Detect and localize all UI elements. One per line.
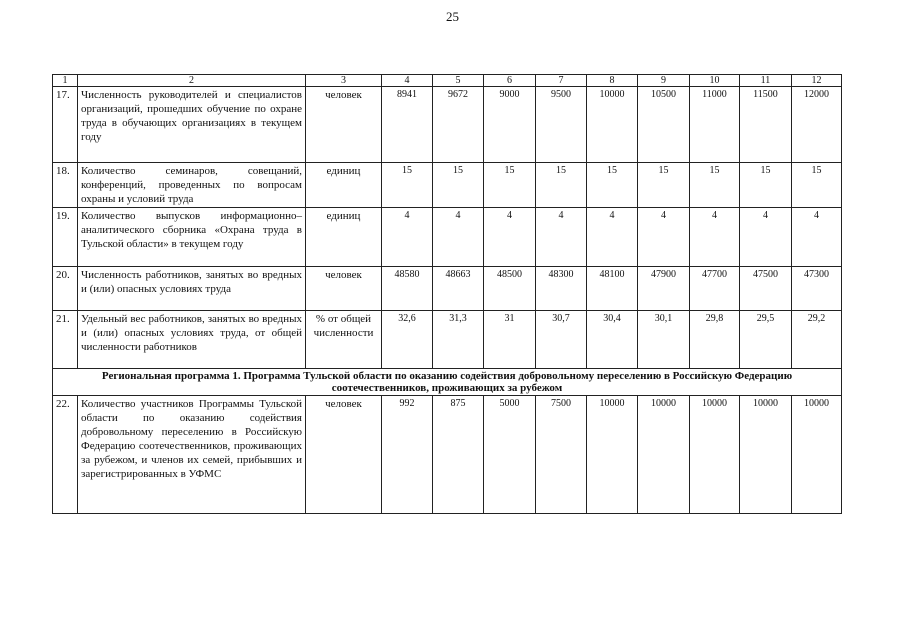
indicator-value: 15 — [484, 163, 536, 208]
indicator-value: 47700 — [690, 267, 740, 311]
unit-of-measure: человек — [306, 396, 382, 514]
indicator-value: 10000 — [690, 396, 740, 514]
section-title: Региональная программа 1. Программа Тульской области по оказанию содействия добровольному переселению в Российскую Федерацию соотечественников, проживающих за рубежом — [53, 369, 842, 396]
indicator-value: 15 — [382, 163, 433, 208]
indicator-value: 29,5 — [740, 311, 792, 369]
indicator-row — [53, 208, 842, 267]
indicator-description: Численность руководителей и специалистов организаций, прошедших обучение по охране труда в обучающих организациях в текущем году — [78, 87, 306, 163]
indicator-value: 10500 — [638, 87, 690, 163]
column-number-cell: 8 — [587, 75, 638, 87]
column-number-cell: 2 — [78, 75, 306, 87]
page-number: 25 — [446, 9, 459, 24]
indicator-value: 30,1 — [638, 311, 690, 369]
indicator-value: 48500 — [484, 267, 536, 311]
indicator-row — [53, 267, 842, 311]
indicator-row — [53, 163, 842, 208]
column-number-cell: 9 — [638, 75, 690, 87]
indicator-row — [53, 396, 842, 514]
indicator-value: 4 — [536, 208, 587, 267]
indicator-value: 29,2 — [792, 311, 842, 369]
indicator-value: 30,7 — [536, 311, 587, 369]
indicator-value: 15 — [740, 163, 792, 208]
column-number-cell: 7 — [536, 75, 587, 87]
indicator-value: 10000 — [587, 87, 638, 163]
indicator-value: 8941 — [382, 87, 433, 163]
row-number: 19. — [53, 208, 78, 267]
indicator-value: 4 — [587, 208, 638, 267]
section-header-row — [53, 369, 842, 396]
indicator-value: 10000 — [740, 396, 792, 514]
indicator-value: 32,6 — [382, 311, 433, 369]
indicator-value: 7500 — [536, 396, 587, 514]
unit-of-measure: единиц — [306, 208, 382, 267]
indicator-value: 9672 — [433, 87, 484, 163]
column-number-cell: 1 — [53, 75, 78, 87]
indicator-value: 875 — [433, 396, 484, 514]
indicator-value: 30,4 — [587, 311, 638, 369]
indicator-value: 15 — [433, 163, 484, 208]
indicator-value: 4 — [433, 208, 484, 267]
indicator-value: 11000 — [690, 87, 740, 163]
indicator-description: Количество семинаров, совещаний, конференций, проведенных по вопросам охраны и условий труда — [78, 163, 306, 208]
column-number-cell: 5 — [433, 75, 484, 87]
indicator-value: 31,3 — [433, 311, 484, 369]
unit-of-measure: человек — [306, 267, 382, 311]
indicator-value: 12000 — [792, 87, 842, 163]
column-number-cell: 6 — [484, 75, 536, 87]
indicator-value: 11500 — [740, 87, 792, 163]
indicator-value: 47500 — [740, 267, 792, 311]
row-number: 17. — [53, 87, 78, 163]
indicator-value: 47900 — [638, 267, 690, 311]
indicator-value: 15 — [536, 163, 587, 208]
indicator-value: 48100 — [587, 267, 638, 311]
indicator-value: 47300 — [792, 267, 842, 311]
indicator-value: 48663 — [433, 267, 484, 311]
column-number-cell: 3 — [306, 75, 382, 87]
column-numbers-row — [53, 75, 842, 87]
indicator-value: 10000 — [638, 396, 690, 514]
column-number-cell: 12 — [792, 75, 842, 87]
indicator-value: 4 — [690, 208, 740, 267]
indicator-value: 10000 — [792, 396, 842, 514]
unit-of-measure: человек — [306, 87, 382, 163]
indicator-value: 48580 — [382, 267, 433, 311]
column-number-cell: 4 — [382, 75, 433, 87]
indicator-row — [53, 87, 842, 163]
indicator-description: Количество выпусков информационно–аналитического сборника «Охрана труда в Тульской области» в текущем году — [78, 208, 306, 267]
indicator-value: 31 — [484, 311, 536, 369]
row-number: 20. — [53, 267, 78, 311]
indicator-value: 4 — [484, 208, 536, 267]
column-number-cell: 11 — [740, 75, 792, 87]
indicator-description: Численность работников, занятых во вредных и (или) опасных условиях труда — [78, 267, 306, 311]
indicator-row — [53, 311, 842, 369]
indicators-table — [52, 74, 842, 514]
indicator-value: 10000 — [587, 396, 638, 514]
unit-of-measure: единиц — [306, 163, 382, 208]
indicator-value: 4 — [382, 208, 433, 267]
unit-of-measure: % от общей численности — [306, 311, 382, 369]
indicator-value: 9500 — [536, 87, 587, 163]
row-number: 22. — [53, 396, 78, 514]
indicator-value: 29,8 — [690, 311, 740, 369]
column-number-cell: 10 — [690, 75, 740, 87]
indicator-value: 15 — [690, 163, 740, 208]
indicator-value: 15 — [587, 163, 638, 208]
indicator-value: 15 — [792, 163, 842, 208]
indicator-value: 4 — [740, 208, 792, 267]
indicator-value: 992 — [382, 396, 433, 514]
indicator-description: Удельный вес работников, занятых во вредных и (или) опасных условиях труда, от общей численности работников — [78, 311, 306, 369]
row-number: 21. — [53, 311, 78, 369]
indicator-value: 5000 — [484, 396, 536, 514]
indicator-value: 4 — [792, 208, 842, 267]
indicator-description: Количество участников Программы Тульской области по оказанию содействия добровольному переселению в Российскую Федерацию соотечественников, проживающих за рубежом, и членов их семей, прибывших и зарегистрированных в УФМС — [78, 396, 306, 514]
row-number: 18. — [53, 163, 78, 208]
indicator-value: 15 — [638, 163, 690, 208]
indicator-value: 48300 — [536, 267, 587, 311]
indicator-value: 4 — [638, 208, 690, 267]
indicator-value: 9000 — [484, 87, 536, 163]
